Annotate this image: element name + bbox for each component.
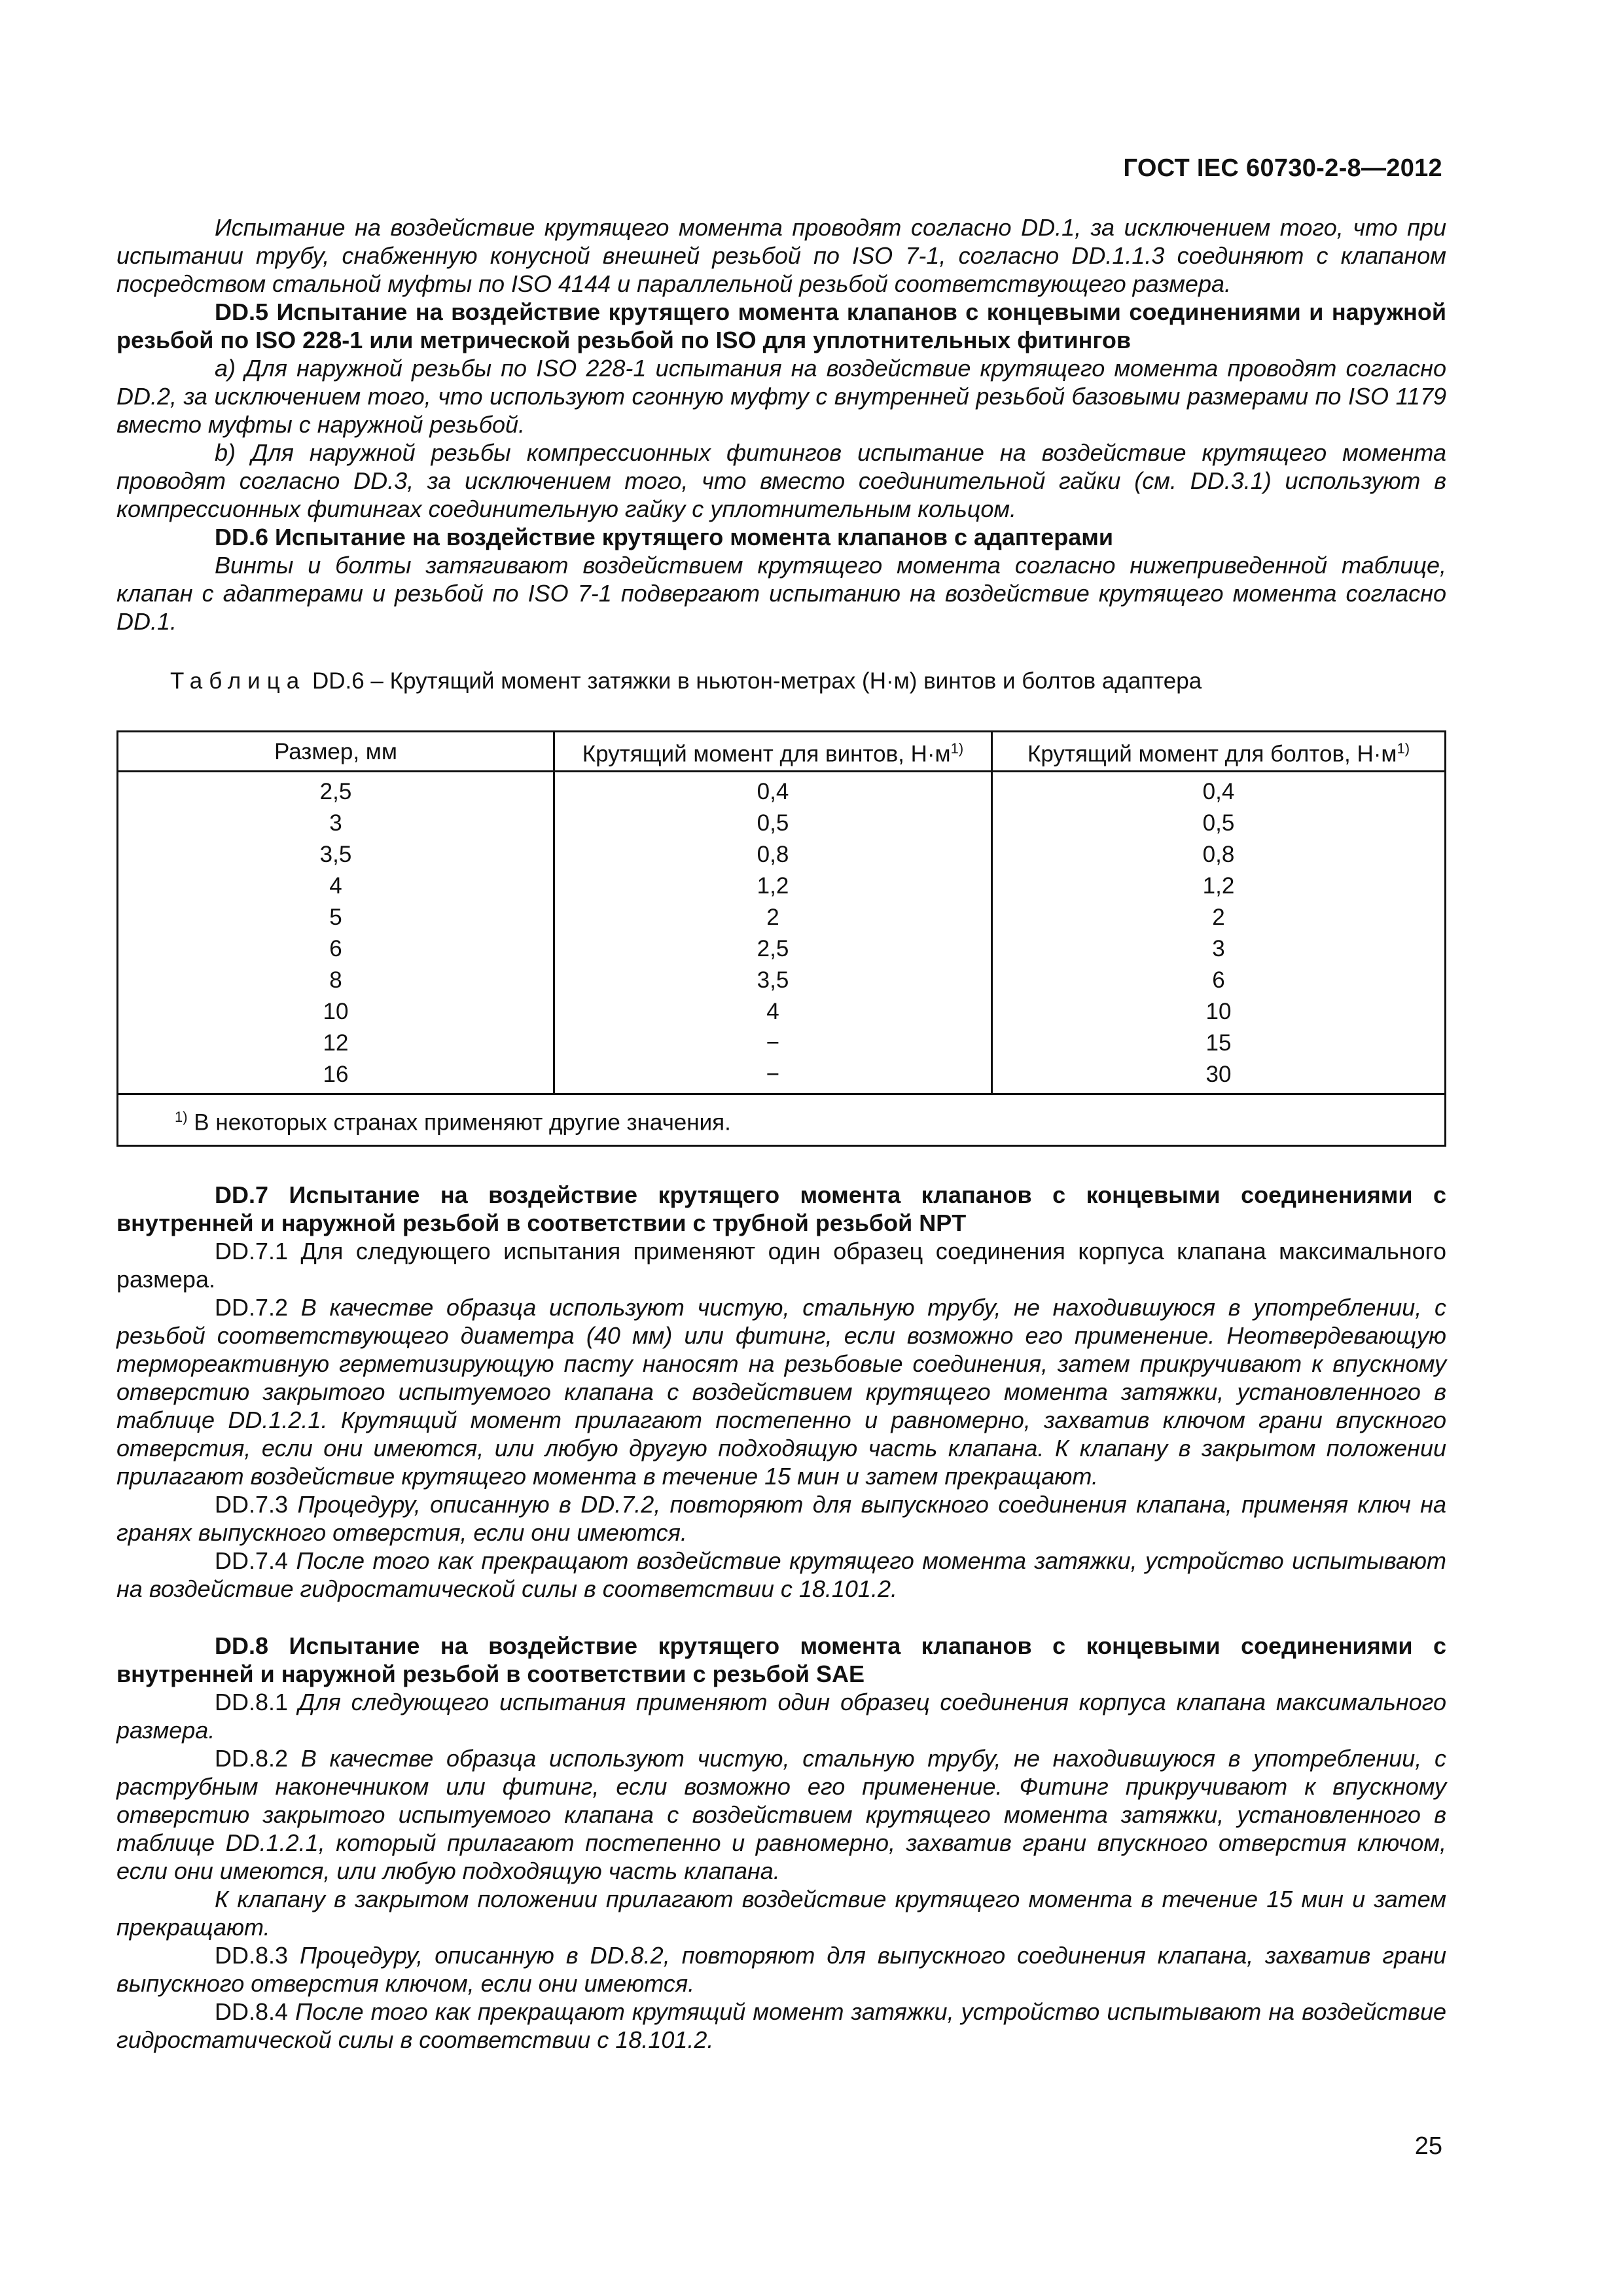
- table-cell: 0,5: [992, 808, 1446, 839]
- table-row: [118, 1059, 1446, 1094]
- table-row: [118, 808, 1446, 839]
- document-body: [116, 213, 1446, 2054]
- table-cell: 1,2: [554, 870, 991, 902]
- table-cell: 1,2: [992, 870, 1446, 902]
- table-cell: 6: [118, 933, 554, 965]
- table-header-bolts: Крутящий момент для болтов, $Н\cdot м^{1)}$: [992, 732, 1446, 772]
- document-header: ГОСТ IEC 60730-2-8—2012: [1123, 154, 1442, 182]
- table-header-screws: Крутящий момент для винтов, $Н\cdot м^{1)}$: [554, 732, 991, 772]
- table-cell: 30: [992, 1059, 1446, 1094]
- table-row: [118, 1028, 1446, 1059]
- table-cell: 10: [118, 996, 554, 1028]
- table-row: [118, 839, 1446, 870]
- table-cell: 6: [992, 965, 1446, 996]
- table-caption-text: DD.6 – Крутящий момент затяжки в ньютон-метрах (Н·м) винтов и болтов адаптера: [312, 668, 1202, 694]
- table-cell: 12: [118, 1028, 554, 1059]
- table-cell: 3,5: [118, 839, 554, 870]
- table-caption-label: Таблица: [170, 668, 306, 694]
- table-cell: 16: [118, 1059, 554, 1094]
- table-caption: [170, 667, 1446, 695]
- footnote-text: В некоторых странах применяют другие значения.: [194, 1109, 731, 1136]
- table-row: [118, 965, 1446, 996]
- table-cell: 4: [554, 996, 991, 1028]
- table-cell: 0,5: [554, 808, 991, 839]
- table-row: [118, 902, 1446, 933]
- table-cell: 2: [992, 902, 1446, 933]
- table-cell: 3,5: [554, 965, 991, 996]
- table-cell: 10: [992, 996, 1446, 1028]
- table-header-row: [118, 732, 1446, 772]
- page-number: 25: [1414, 2132, 1442, 2160]
- table-cell: 2: [554, 902, 991, 933]
- paragraph-dd8-3: DD.8.3 Процедуру, описанную в DD.8.2, повторяют для выпускного соединения клапана, захватив грани выпускного отверстия ключом, если они имеются.: [116, 1942, 1446, 1997]
- table-cell: 2,5: [118, 772, 554, 808]
- footnote-ref: 1): [1397, 740, 1410, 757]
- table-header-size: Размер, мм: [118, 732, 554, 772]
- footnote-mark: 1): [175, 1109, 188, 1126]
- table-cell: 8: [118, 965, 554, 996]
- table-cell: 0,4: [992, 772, 1446, 808]
- paragraph-dd7-1: DD.7.1 Для следующего испытания применяют один образец соединения корпуса клапана максимального размера.: [116, 1238, 1447, 1293]
- paragraph-dd8-4: DD.8.4 После того как прекращают крутящий момент затяжки, устройство испытывают на воздействие гидростатической силы в соответствии с 18.101.2.: [116, 1998, 1446, 2053]
- section-heading-dd6: DD.6 Испытание на воздействие крутящего момента клапанов с адаптерами: [215, 524, 1114, 550]
- table-cell: 5: [118, 902, 554, 933]
- section-heading-dd8: DD.8 Испытание на воздействие крутящего момента клапанов с концевыми соединениями с внутренней и наружной резьбой в соответствии с резьбой SAE: [116, 1632, 1446, 1687]
- table-cell: 3: [118, 808, 554, 839]
- table-cell: 0,8: [554, 839, 991, 870]
- table-cell: 4: [118, 870, 554, 902]
- paragraph-dd5-b: b) Для наружной резьбы компрессионных фитингов испытание на воздействие крутящего момента проводят согласно DD.3, за исключением того, что вместо соединительной гайки (см. DD.3.1) используют в компрессионных фитингах соединительную гайку с уплотнительным кольцом.: [116, 439, 1446, 522]
- table-row: [118, 870, 1446, 902]
- table-cell: −: [554, 1028, 991, 1059]
- table-cell: 0,4: [554, 772, 991, 808]
- torque-table: [116, 730, 1446, 1147]
- paragraph-dd8-1: DD.8.1 Для следующего испытания применяют один образец соединения корпуса клапана максимального размера.: [116, 1689, 1446, 1744]
- paragraph-dd7-3: DD.7.3 Процедуру, описанную в DD.7.2, повторяют для выпускного соединения клапана, применяя ключ на гранях выпускного отверстия, если они имеются.: [116, 1491, 1446, 1546]
- section-heading-dd5: DD.5 Испытание на воздействие крутящего момента клапанов с концевыми соединениями и наружной резьбой по ISO 228-1 или метрической резьбой по ISO для уплотнительных фитингов: [116, 298, 1446, 353]
- paragraph-dd7-4: DD.7.4 После того как прекращают воздействие крутящего момента затяжки, устройство испытывают на воздействие гидростатической силы в соответствии с 18.101.2.: [116, 1547, 1446, 1602]
- paragraph-dd6: Винты и болты затягивают воздействием крутящего момента согласно нижеприведенной таблице, клапан с адаптерами и резьбой по ISO 7-1 подвергают испытанию на воздействие крутящего момента согласно DD.1.: [116, 552, 1446, 635]
- section-heading-dd7: DD.7 Испытание на воздействие крутящего момента клапанов с концевыми соединениями с внутренней и наружной резьбой в соответствии с трубной резьбой NPT: [116, 1181, 1446, 1236]
- table-cell: 0,8: [992, 839, 1446, 870]
- table-row: [118, 772, 1446, 808]
- paragraph-dd5-a: а) Для наружной резьбы по ISO 228-1 испытания на воздействие крутящего момента проводят согласно DD.2, за исключением того, что используют сгонную муфту с внутренней резьбой базовыми размерами по ISO 1179 вместо муфты с наружной резьбой.: [116, 355, 1446, 438]
- footnote-ref: 1): [950, 740, 964, 757]
- table-cell: 2,5: [554, 933, 991, 965]
- paragraph-dd8-2: DD.8.2 В качестве образца используют чистую, стальную трубу, не находившуюся в употреблении, с раструбным наконечником или фитинг, если возможно его применение. Фитинг прикручивают к впускному отверстию закрытого испытуемого клапана с воздействием крутящего момента затяжки, установленного в таблице DD.1.2.1, который прилагают постепенно и равномерно, захватив грани впускного отверстия ключом, если они имеются, или любую подходящую часть клапана.: [116, 1745, 1446, 1884]
- table-cell: 3: [992, 933, 1446, 965]
- table-row: [118, 996, 1446, 1028]
- paragraph-dd7-2: DD.7.2 В качестве образца используют чистую, стальную трубу, не находившуюся в употреблении, с резьбой соответствующего диаметра (40 мм) или фитинг, если возможно его применение. Неотвердевающую термореактивную герметизирующую пасту наносят на резьбовые соединения, затем прикручивают к впускному отверстию закрытого испытуемого клапана с воздействием крутящего момента затяжки, установленного в таблице DD.1.2.1. Крутящий момент прилагают постепенно и равномерно, захватив ключом грани впускного отверстия, если они имеются, или любую другую подходящую часть клапана. К клапану в закрытом положении прилагают воздействие крутящего момента в течение 15 мин и затем прекращают.: [116, 1294, 1446, 1490]
- table-row: [118, 933, 1446, 965]
- table-footnote: [118, 1094, 1446, 1146]
- table-footnote-row: [118, 1094, 1446, 1146]
- table-cell: −: [554, 1059, 991, 1094]
- paragraph-dd8-2-cont: К клапану в закрытом положении прилагают воздействие крутящего момента в течение 15 мин и затем прекращают.: [116, 1886, 1446, 1941]
- table-cell: 15: [992, 1028, 1446, 1059]
- paragraph-intro: Испытание на воздействие крутящего момента проводят согласно DD.1, за исключением того, что при испытании трубу, снабженную конусной внешней резьбой по ISO 7-1, согласно DD.1.1.3 соединяют с клапаном посредством стальной муфты по ISO 4144 и параллельной резьбой соответствующего размера.: [116, 214, 1446, 297]
